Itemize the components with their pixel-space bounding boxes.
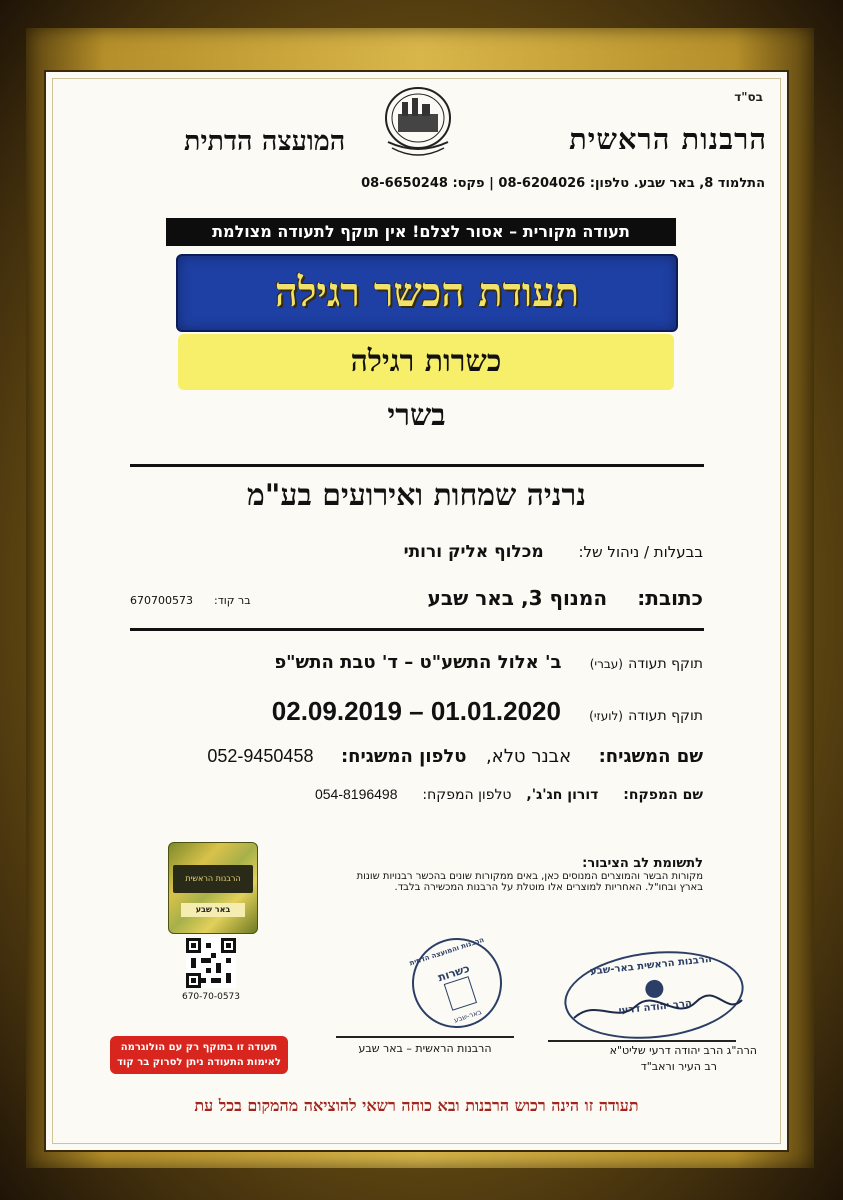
owner-value: מכלוף אליק ורותי [403, 542, 544, 562]
rabbinate-signature-title: הרבנות הראשית – באר שבע [358, 1042, 492, 1055]
kashrut-level-box [178, 334, 674, 390]
rabbinate-title: הרבנות הראשית [569, 122, 767, 156]
validity-hebrew-row [274, 652, 703, 673]
validity-gregorian-value: 01.01.2020 – 02.09.2019 [271, 696, 561, 726]
footer-ownership: תעודה זו הינה רכוש הרבנות ובא כוחה רשאי להוציאה מהמקום בכל עת [194, 1096, 639, 1115]
signature-line-left [336, 1036, 514, 1038]
qr-code-number: 670-70-0573 [181, 992, 241, 1002]
inspector-label: שם המפקח: [623, 787, 703, 803]
inspector-phone-label: טלפון המפקח: [422, 787, 512, 803]
notice-line-2: בארץ ובחו"ל. האחריות למוצרים אלו מוטלת על הרבנות המכשירה בלבד. [394, 882, 703, 893]
validity-hebrew-value: ב' אלול התשע"ט – ד' טבת התש"פ [274, 652, 562, 673]
owner-label: בבעלות / ניהול של: [578, 543, 703, 561]
badge-line-2: לאימות התעודה ניתן לסרוק בר קוד [117, 1057, 281, 1068]
signature-line-right [548, 1040, 736, 1042]
barcode-label: בר קוד: [214, 594, 251, 607]
rabbi-stamp-mid: הרב יהודה דרעי [618, 998, 693, 1017]
inspector-phone: 054-8196498 [314, 786, 398, 802]
rabbi-signature-subtitle: רב העיר וראב"ד [640, 1060, 717, 1073]
supervisor-phone: 052-9450458 [207, 746, 314, 766]
kashrut-stamp-mid: כשרות [436, 961, 472, 985]
rabbinate-emblem [382, 84, 454, 162]
badge-line-1: תעודה זו בתוקף רק עם הולוגרמה [120, 1042, 278, 1053]
validity-gregorian-label: תוקף תעודה [628, 708, 703, 724]
category-label: בשרי [387, 398, 446, 433]
notice-title: לתשומת לב הציבור: [582, 856, 703, 871]
supervisor-row [207, 746, 703, 767]
kashrut-stamp-bottom: באר-שבע [452, 1008, 483, 1025]
business-name: נרניה שמחות ואירועים בע"מ [246, 478, 587, 513]
hologram-sticker [168, 842, 258, 934]
barcode-row [130, 594, 251, 607]
qr-code[interactable] [186, 938, 236, 988]
hologram-validity-badge [110, 1036, 288, 1074]
kashrut-stamp [400, 926, 513, 1039]
rabbi-stamp-top: הרבנות הראשית באר-שבע [589, 953, 713, 978]
notice-line-1: מקורות הבשר והמוצרים המנוסים כאן, באים ממקורות שונים בהכשר רבנויות שונות [356, 871, 703, 882]
certificate-paper [44, 70, 789, 1152]
hologram-line-2: באר שבע [181, 903, 245, 917]
owner-row [404, 542, 703, 562]
address-value: המנוף 3, באר שבע [427, 586, 608, 610]
validity-gregorian-row [272, 696, 703, 727]
signature-scribble [566, 988, 746, 1028]
supervisor-value: אבנר טלא, [485, 746, 572, 767]
warning-bar: תעודה מקורית – אסור לצלם! אין תוקף לתעודה מצולמת [166, 218, 676, 246]
kashrut-level: כשרות רגילה [350, 344, 502, 379]
title-box [176, 254, 678, 332]
address-row [428, 586, 703, 610]
supervisor-label: שם המשגיח: [598, 746, 703, 767]
certificate-title: תעודת הכשר רגילה [274, 269, 580, 316]
divider-middle [130, 628, 704, 631]
hologram-line-1: הרבנות הראשית [173, 865, 253, 893]
council-title: המועצה הדתית [184, 126, 346, 157]
emblem-icon [382, 84, 454, 162]
inspector-value: דורון חג'ג', [526, 787, 599, 803]
divider-top [130, 464, 704, 467]
bsd-mark: בס"ד [734, 90, 763, 104]
validity-hebrew-sub: (עברי) [589, 657, 623, 671]
kashrut-stamp-top: הרבנות והמועצה הדתית [408, 935, 486, 968]
barcode-value: 670700573 [130, 594, 193, 607]
kashrut-stamp-box [444, 976, 477, 1011]
supervisor-phone-label: טלפון המשגיח: [340, 746, 467, 767]
qr-code-icon [186, 938, 236, 988]
public-notice [283, 856, 703, 893]
contact-line: התלמוד 8, באר שבע. טלפון: 08-6204026 | פקס: 08-6650248 [361, 176, 765, 191]
rabbi-signature-title: הרה"ג הרב יהודה דרעי שליט"א [609, 1044, 757, 1057]
validity-gregorian-sub: (לועזי) [589, 709, 623, 723]
validity-hebrew-label: תוקף תעודה [628, 656, 703, 672]
inspector-row [315, 786, 703, 803]
address-label: כתובת: [637, 586, 703, 610]
